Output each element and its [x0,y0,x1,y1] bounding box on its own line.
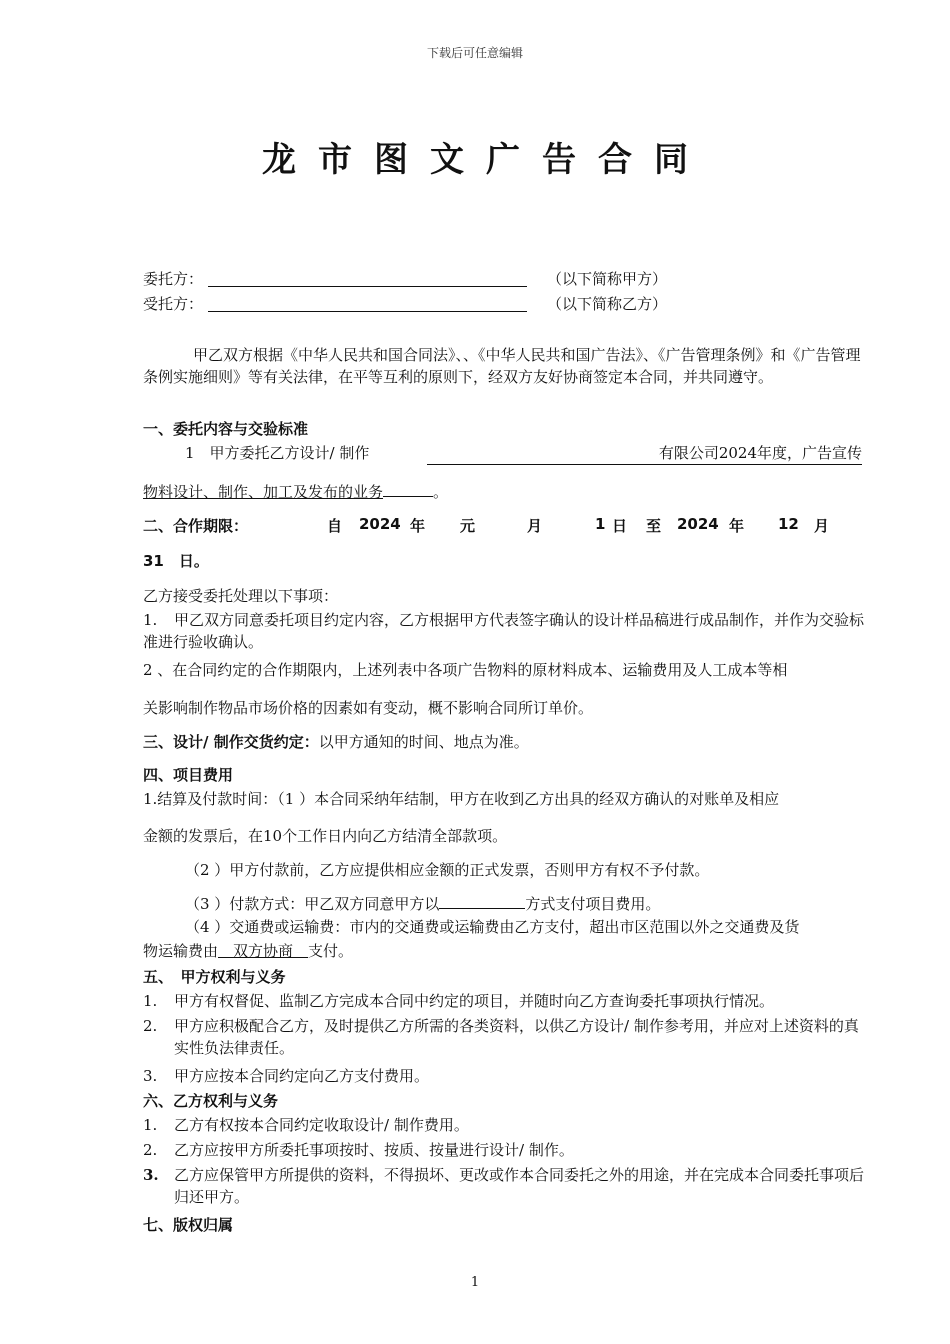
s4-p1-line-2: 金额的发票后，在10个工作日内向乙方结清全部款项。 [143,827,508,845]
period-nian-1: 年 [410,517,426,535]
s6-item-2-num: 2. [143,1141,158,1159]
period-end-day: 31 日。 [143,552,209,570]
s5-item-3-text: 甲方应按本合同约定向乙方支付费用。 [174,1067,430,1085]
s5-item-3 [143,1065,865,1087]
contractor-note: （以下简称乙方） [547,295,668,313]
s4-p4-line-1: （4 ）交通费或运输费：市内的交通费或运输费由乙方支付，超出市区范围以外之交通费及货 [185,918,800,936]
s1-item1-end: 。 [433,483,449,501]
period-nian-2: 年 [729,517,745,535]
s2-item-1-num: 1. [143,611,158,629]
s6-item-1-text: 乙方有权按本合同约定收取设计/ 制作费用。 [174,1116,469,1134]
section-3-heading: 三、设计/ 制作交货约定： [143,733,319,751]
s5-item-1 [143,990,865,1012]
period-zi: 自 [327,517,343,535]
s4-p2: （2 ）甲方付款前，乙方应提供相应金额的正式发票，否则甲方有权不予付款。 [185,861,710,879]
s4-p1-line-1: 1.结算及付款时间：（1 ）本合同采纳年结制，甲方在收到乙方出具的经双方确认的对账单及相应 [143,790,780,808]
s6-item-3-text: 乙方应保管甲方所提供的资料，不得损坏、更改或作本合同委托之外的用途，并在完成本合同委托事项后归还甲方。 [174,1166,865,1206]
section-1-heading: 一、委托内容与交验标准 [143,420,309,438]
s1-item1-cont-text: 物料设计、制作、加工及发布的业务 [143,483,384,501]
s6-item-2-text: 乙方应按甲方所委托事项按时、按质、按量进行设计/ 制作。 [174,1141,574,1159]
period-start-year: 2024 [359,515,401,533]
section-3 [143,731,529,752]
page-number: 1 [470,1275,480,1290]
s4-p3-a: （3 ）付款方式：甲乙双方同意甲方以 [185,895,440,913]
period-zhi: 至 [646,517,662,535]
period-yue-1: 月 [527,517,543,535]
period-yue-2: 月 [814,517,830,535]
s1-item1-blank[interactable]: 有限公司2024年度，广告宣传 [427,442,862,465]
s2-accept: 乙方接受委托处理以下事项： [143,587,339,605]
period-start-month: 元 [460,517,476,535]
s1-item1-cont-blank[interactable] [383,480,433,497]
s4-p4-line-2 [143,940,353,962]
client-name-field[interactable] [208,286,527,287]
s6-item-2 [143,1139,865,1161]
s5-item-2 [143,1015,865,1059]
client-label: 委托方： [143,270,204,288]
s4-p3 [185,892,660,915]
s4-p4-underlined: 双方协商 [218,942,309,960]
s5-item-2-text: 甲方应积极配合乙方，及时提供乙方所需的各类资料，以供乙方设计/ 制作参考用，并应对上述资料的真实性负法律责任。 [174,1017,859,1057]
section-5-heading: 五、 甲方权利与义务 [143,968,286,986]
section-6-heading: 六、乙方权利与义务 [143,1092,279,1110]
s5-item-1-num: 1. [143,992,158,1010]
s6-item-1-num: 1. [143,1116,158,1134]
s4-p3-b: 方式支付项目费用。 [525,895,661,913]
s2-item-1 [143,609,865,653]
s5-item-3-num: 3. [143,1067,158,1085]
s1-item1-cont [143,480,448,503]
period-end-year: 2024 [677,515,719,533]
period-start-day: 1 [595,515,606,533]
s6-item-3 [143,1164,865,1208]
header-note: 下载后可任意编辑 [426,46,523,60]
contractor-label: 受托方： [143,295,204,313]
s5-item-2-num: 2. [143,1017,158,1035]
period-end-month: 12 [778,515,799,533]
section-2-heading: 二、合作期限： [143,517,249,535]
preamble: 甲乙双方根据《中华人民共和国合同法》、、《中华人民共和国广告法》、《广告管理条例》和《广告管理条例实施细则》等有关法律，在平等互利的原则下，经双方友好协商签定本合同，并共同遵守。 [143,346,861,386]
client-note: （以下简称甲方） [547,270,668,288]
s6-item-3-num: 3. [143,1166,159,1184]
s5-item-1-text: 甲方有权督促、监制乙方完成本合同中约定的项目，并随时向乙方查询委托事项执行情况。 [174,992,775,1010]
s2-item-2-line-1: 2 、在合同约定的合作期限内，上述列表中各项广告物料的原材料成本、运输费用及人工成本等相 [143,661,788,679]
s4-p4-c: 支付。 [308,942,354,960]
section-3-text: 以甲方通知的时间、地点为准。 [318,733,529,751]
period-ri-1: 日 [612,517,628,535]
payment-method-blank[interactable] [439,892,525,909]
s2-item-1-text: 甲乙双方同意委托项目约定内容，乙方根据甲方代表签字确认的设计样品稿进行成品制作，并作为交验标准进行验收确认。 [143,611,865,651]
s4-p4-b: 物运输费由 [143,942,219,960]
section-7-heading: 七、版权归属 [143,1216,234,1234]
section-4-heading: 四、项目费用 [143,766,234,784]
s1-item1-prefix: 1 甲方委托乙方设计/ 制作 [185,444,370,462]
contractor-name-field[interactable] [208,311,527,312]
s6-item-1 [143,1114,865,1136]
document-title: 龙市图文广告合同 [262,140,710,180]
s2-item-2-line-2: 关影响制作物品市场价格的因素如有变动，概不影响合同所订单价。 [143,699,594,717]
